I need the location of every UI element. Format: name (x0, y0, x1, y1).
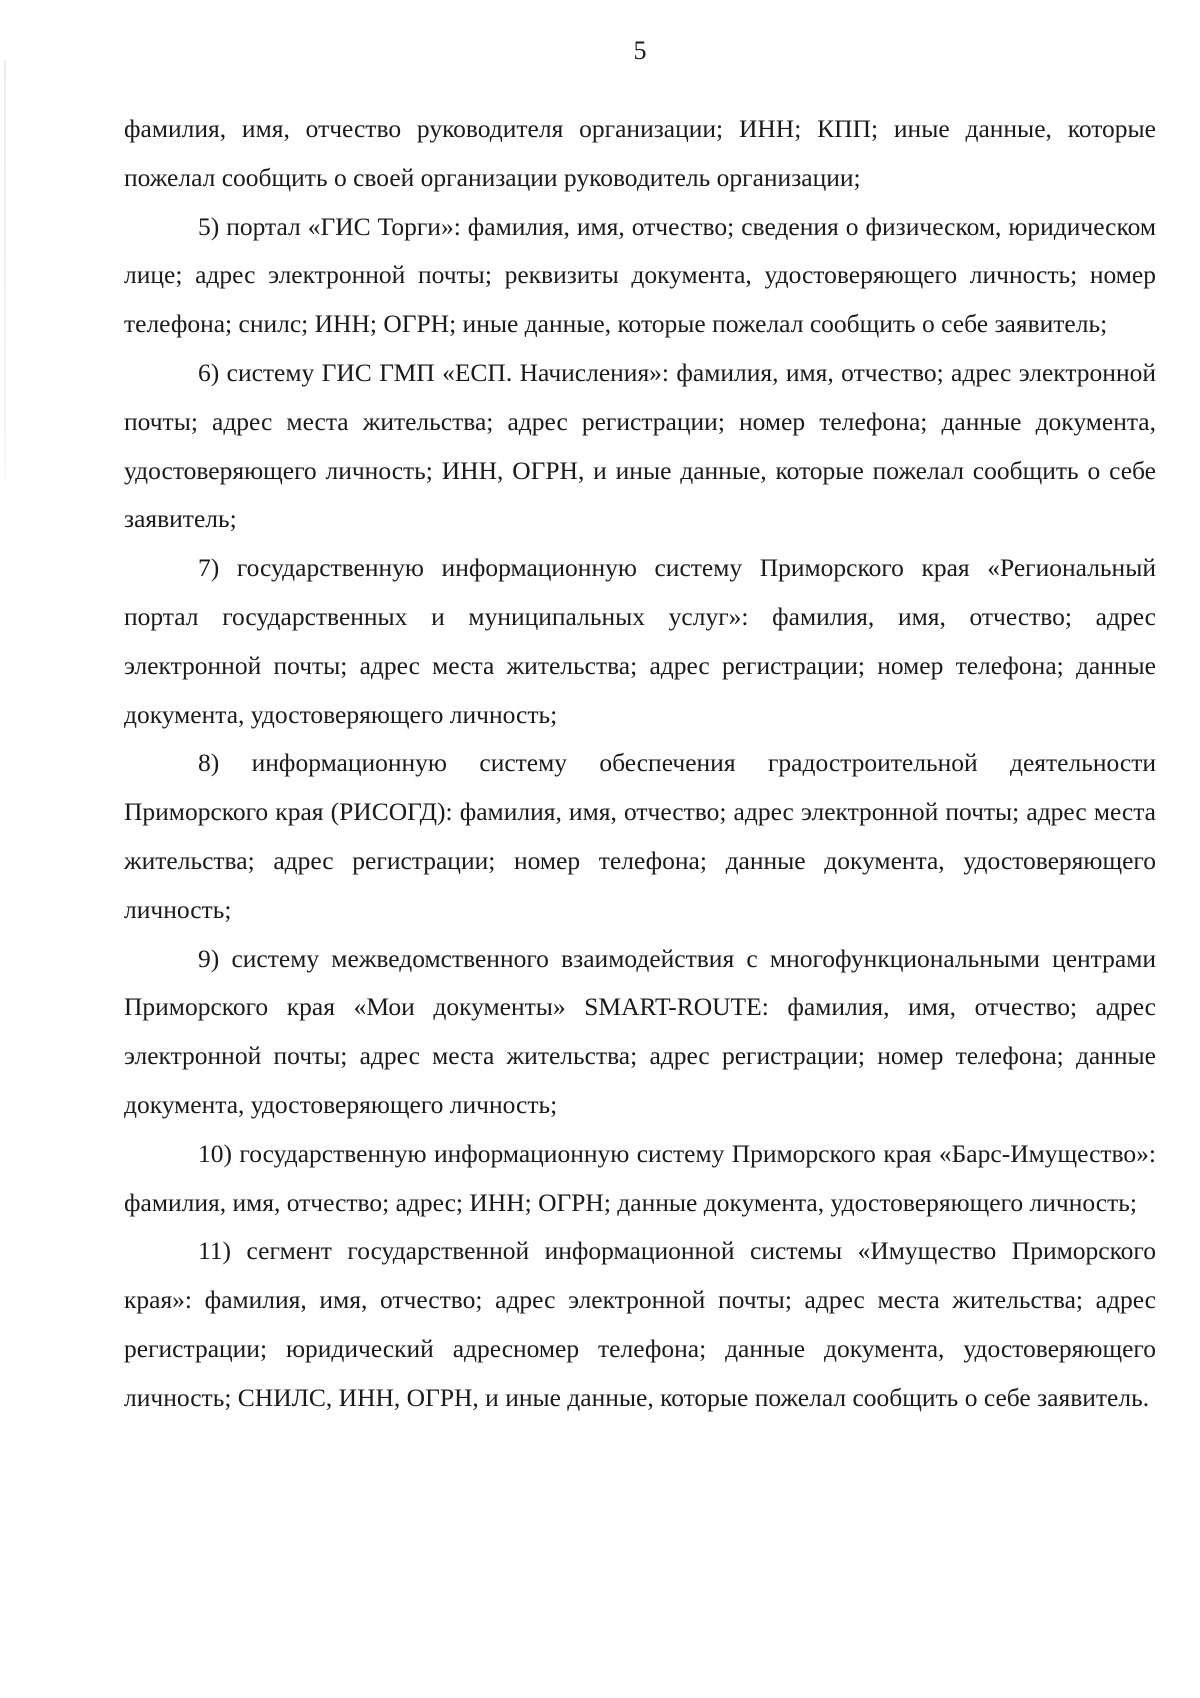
list-item-9: 9) систему межведомственного взаимодействия с многофункциональными центрами Приморского края «Мои документы» SMART-ROUTE: фамилия, имя, отчество; адрес электронной почты; адрес места жительства; адрес регистрации; номер телефона; данные документа, удостоверяющего личность; (124, 943, 1156, 1119)
document-body (124, 105, 1156, 1423)
paragraph-continuation: фамилия, имя, отчество руководителя организации; ИНН; КПП; иные данные, которые пожелал сообщить о своей организации руководитель организации; (124, 114, 1156, 192)
list-item-7: 7) государственную информационную систему Приморского края «Региональный портал государственных и муниципальных услуг»: фамилия, имя, отчество; адрес электронной почты; адрес места жительства; адрес регистрации; номер телефона; данные документа, удостоверяющего личность; (124, 553, 1156, 729)
scan-edge-mark (4, 60, 6, 480)
list-item-5: 5) портал «ГИС Торги»: фамилия, имя, отчество; сведения о физическом, юридическом лице; адрес электронной почты; реквизиты документа, удостоверяющего личность; номер телефона; снилс; ИНН; ОГРН; иные данные, которые пожелал сообщить о себе заявитель; (124, 211, 1156, 339)
list-item-6: 6) систему ГИС ГМП «ЕСП. Начисления»: фамилия, имя, отчество; адрес электронной почты; адрес места жительства; адрес регистрации; номер телефона; данные документа, удостоверяющего личность; ИНН, ОГРН, и иные данные, которые пожелал сообщить о себе заявитель; (124, 357, 1156, 534)
list-item-8: 8) информационную систему обеспечения градостроительной деятельности Приморского края (РИСОГД): фамилия, имя, отчество; адрес электронной почты; адрес места жительства; адрес регистрации; номер телефона; данные документа, удостоверяющего личность; (124, 748, 1156, 924)
list-item-11: 11) сегмент государственной информационной системы «Имущество Приморского края»: фамилия, имя, отчество; адрес электронной почты; адрес места жительства; адрес регистрации; юридический адресномер телефона; данные документа, удостоверяющего личность; СНИЛС, ИНН, ОГРН, и иные данные, которые пожелал сообщить о себе заявитель. (124, 1236, 1156, 1412)
list-item-10: 10) государственную информационную систему Приморского края «Барс-Имущество»: фамилия, имя, отчество; адрес; ИНН; ОГРН; данные документа, удостоверяющего личность; (124, 1138, 1156, 1217)
page-number: 5 (633, 36, 647, 65)
